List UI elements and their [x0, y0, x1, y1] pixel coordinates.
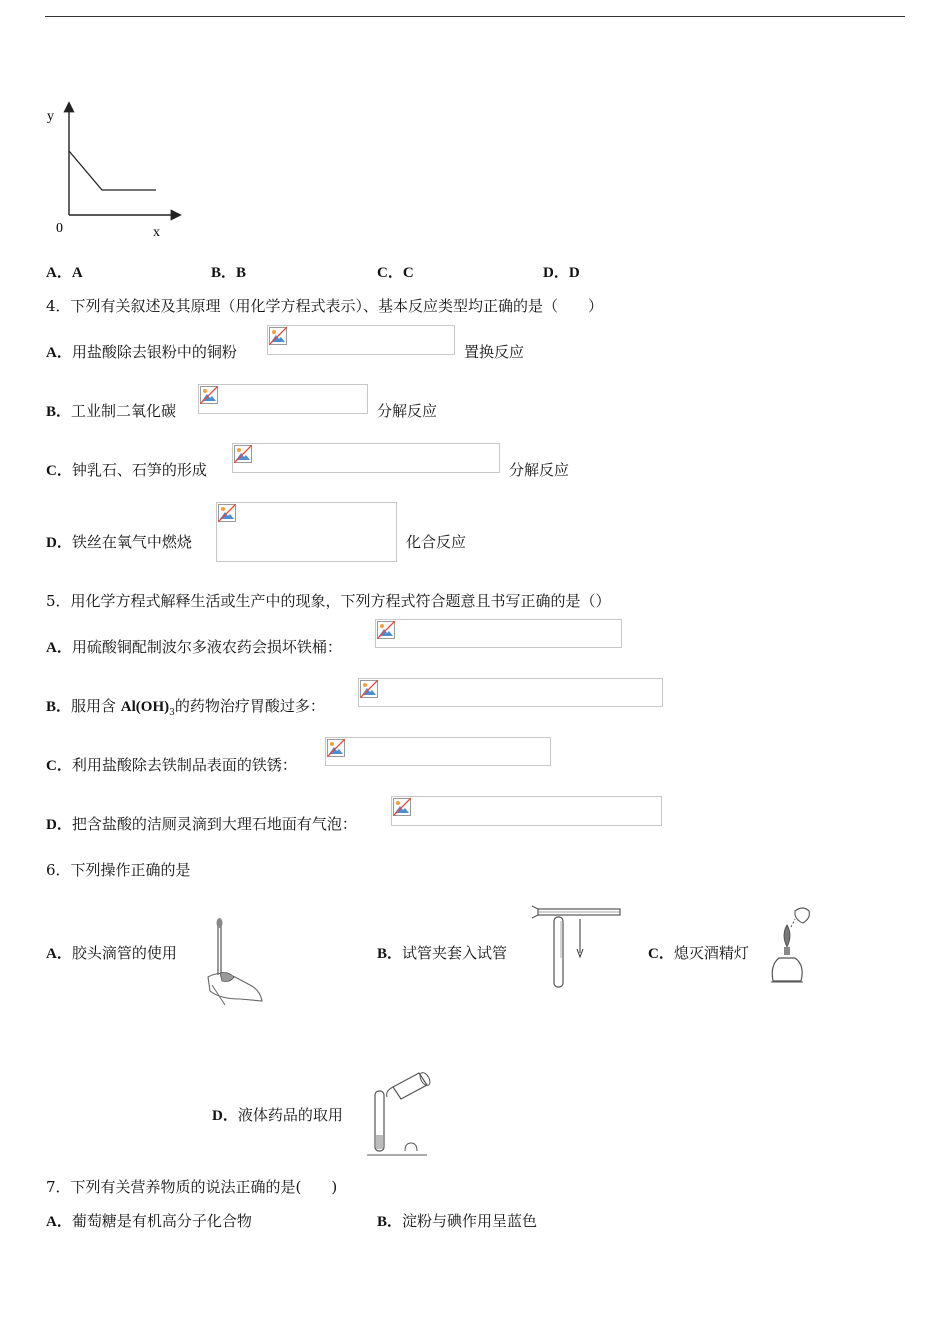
dropper-use-illustration: [200, 915, 270, 1007]
equation-image-placeholder: [216, 502, 397, 562]
q7-option-b[interactable]: B．淀粉与碘作用呈蓝色: [377, 1212, 538, 1230]
equation-image-placeholder: [198, 384, 368, 414]
graph-line: [69, 151, 156, 190]
broken-image-icon: [218, 504, 236, 522]
equation-image-placeholder: [232, 443, 500, 473]
broken-image-icon: [360, 680, 378, 698]
y-x-graph: [40, 98, 190, 243]
origin-label: 0: [56, 221, 63, 236]
q6-option-a[interactable]: A．胶头滴管的使用: [46, 944, 177, 962]
broken-image-icon: [393, 798, 411, 816]
q6-option-c[interactable]: C．熄灭酒精灯: [648, 944, 749, 962]
q6-option-d[interactable]: D．液体药品的取用: [212, 1106, 343, 1124]
broken-image-icon: [234, 445, 252, 463]
test-tube-holder-illustration: [530, 903, 625, 995]
broken-image-icon: [327, 739, 345, 757]
q4-option-d-type: 化合反应: [406, 533, 467, 551]
q5-option-b[interactable]: B．服用含 $Al(OH)_3$的药物治疗胃酸过多：: [46, 697, 325, 718]
q4-option-c-type: 分解反应: [509, 461, 570, 479]
q4-option-c[interactable]: C．钟乳石、石笋的形成: [46, 461, 207, 479]
q4-option-a-type: 置换反应: [464, 343, 525, 361]
q4-stem: 4．下列有关叙述及其原理（用化学方程式表示）、基本反应类型均正确的是（ ）: [46, 297, 604, 315]
liquid-pouring-illustration: [365, 1065, 435, 1160]
equation-image-placeholder: [358, 678, 663, 707]
y-axis-label: y: [47, 109, 54, 124]
q5-option-c[interactable]: C．利用盐酸除去铁制品表面的铁锈：: [46, 756, 297, 774]
q4-option-b-type: 分解反应: [377, 402, 438, 420]
equation-image-placeholder: [267, 325, 455, 355]
broken-image-icon: [377, 621, 395, 639]
q5-option-a[interactable]: A．用硫酸铜配制波尔多液农药会损坏铁桶：: [46, 638, 342, 656]
q4-option-b[interactable]: B．工业制二氧化碳: [46, 402, 177, 420]
equation-image-placeholder: [325, 737, 551, 766]
broken-image-icon: [269, 327, 287, 345]
q4-option-a[interactable]: A．用盐酸除去银粉中的铜粉: [46, 343, 237, 361]
q3-option-c[interactable]: C．C: [377, 265, 414, 281]
q6-option-b[interactable]: B．试管夹套入试管: [377, 944, 508, 962]
q3-option-b[interactable]: B．B: [211, 265, 247, 281]
q7-option-a[interactable]: A．葡萄糖是有机高分子化合物: [46, 1212, 252, 1230]
q5-stem: 5．用化学方程式解释生活或生产中的现象，下列方程式符合题意且书写正确的是（）: [46, 592, 611, 610]
alcohol-lamp-illustration: [765, 903, 820, 985]
equation-image-placeholder: [391, 796, 662, 826]
q6-stem: 6．下列操作正确的是: [46, 861, 191, 879]
q3-option-d[interactable]: D．D: [543, 265, 580, 281]
broken-image-icon: [200, 386, 218, 404]
q4-option-d[interactable]: D．铁丝在氧气中燃烧: [46, 533, 192, 551]
x-axis-label: x: [153, 225, 160, 240]
header-rule: [45, 16, 905, 17]
q7-stem: 7．下列有关营养物质的说法正确的是( ): [46, 1178, 338, 1196]
equation-image-placeholder: [375, 619, 622, 648]
q5-option-d[interactable]: D．把含盐酸的洁厕灵滴到大理石地面有气泡：: [46, 815, 357, 833]
q3-option-a[interactable]: A．A: [46, 265, 83, 281]
